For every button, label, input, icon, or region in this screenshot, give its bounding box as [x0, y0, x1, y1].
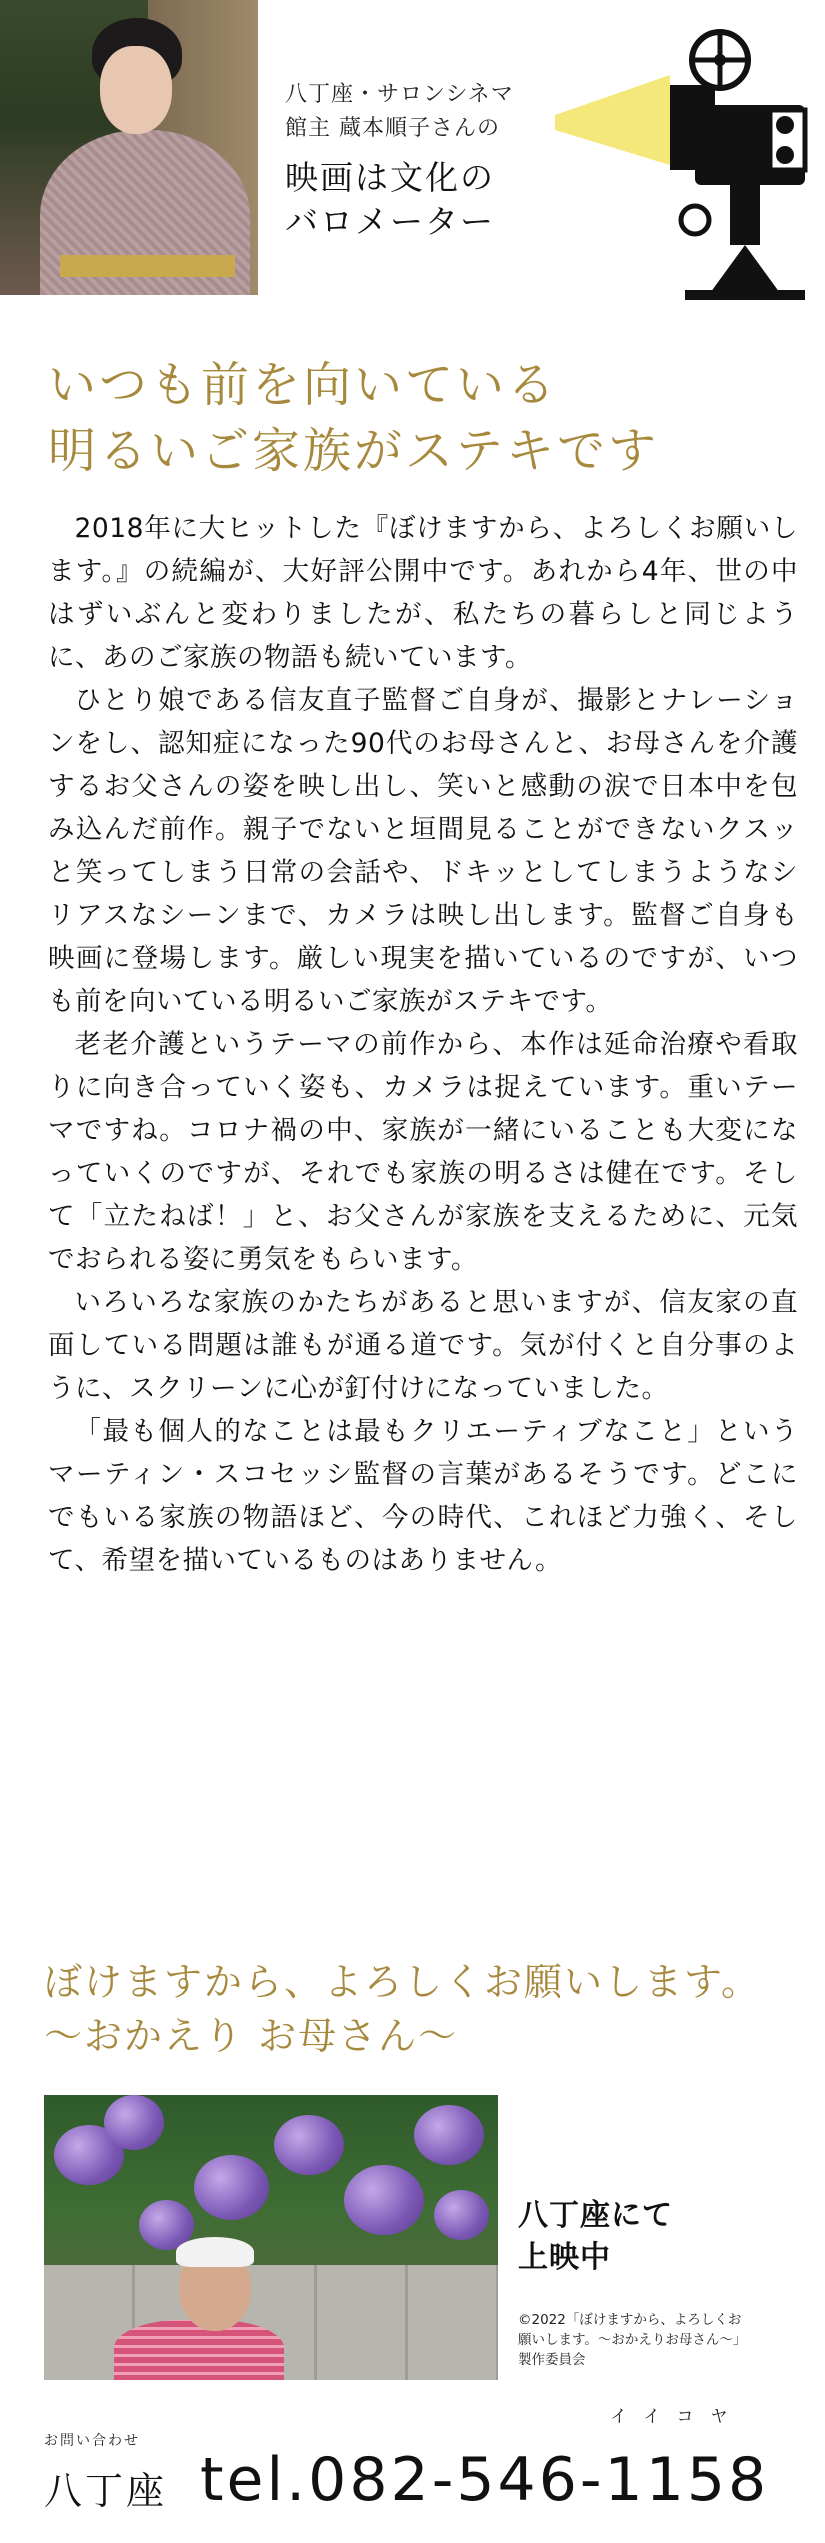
screening-notice: [518, 2195, 778, 2279]
column-title-line: 映画は文化の: [285, 158, 495, 197]
body-paragraph: 老老介護というテーマの前作から、本作は延命治療や看取りに向き合っていく姿も、カメラは捉えています。重いテーマですね。コロナ禍の中、家族が一緒にいることも大変になっていくのですが、それでも家族の明るさは健在です。そして「立たねば！」と、お父さんが家族を支えるために、元気でおられる姿に勇気をもらいます。: [48, 1029, 798, 1275]
tel-ruby: イイコヤ: [610, 2407, 745, 2427]
film-title-line: 〜おかえり お母さん〜: [44, 2014, 459, 2058]
headline: [48, 352, 788, 484]
copyright-line: ©2022「ぼけますから、よろしくお: [518, 2312, 742, 2328]
screening-line: 上映中: [518, 2240, 611, 2275]
intro-line: 館主 蔵本順子さんの: [285, 116, 500, 141]
copyright-line: 願いします。〜おかえりお母さん〜」: [518, 2332, 747, 2348]
copyright-notice: [518, 2310, 808, 2370]
intro-line: 八丁座・サロンシネマ: [285, 82, 514, 107]
article-body: [48, 507, 798, 1582]
contact-label: お問い合わせ: [44, 2433, 140, 2449]
copyright-line: 製作委員会: [518, 2352, 586, 2368]
body-paragraph: 「最も個人的なことは最もクリエーティブなこと」というマーティン・スコセッシ監督の言葉があるそうです。どこにでもいる家族の物語ほど、今の時代、これほど力強く、そして、希望を描いているものはありません。: [48, 1416, 798, 1576]
film-projector-icon: [555, 15, 825, 300]
theater-name: 八丁座: [44, 2469, 168, 2513]
phone-number[interactable]: tel.082-546-1158: [200, 2445, 770, 2515]
body-paragraph: ひとり娘である信友直子監督ご自身が、撮影とナレーションをし、認知症になった90代のお母さんと、お母さんを介護するお父さんの姿を映し出し、笑いと感動の涙で日本中を包み込んだ前作。親子でないと垣間見ることができないクスッと笑ってしまう日常の会話や、ドキッとしてしまうようなシリアスなシーンまで、カメラは映し出します。監督ご自身も映画に登場します。厳しい現実を描いているのですが、いつも前を向いている明るいご家族がステキです。: [48, 685, 798, 1017]
film-title-line: ぼけますから、よろしくお願いします。: [44, 1960, 761, 2004]
headline-line: いつも前を向いている: [48, 357, 559, 413]
headline-line: 明るいご家族がステキです: [48, 423, 660, 479]
film-title: [44, 1955, 804, 2063]
film-still-photo: [44, 2095, 498, 2380]
column-title-line: バロメーター: [285, 202, 495, 241]
body-paragraph: いろいろな家族のかたちがあると思いますが、信友家の直面している問題は誰もが通る道です。気が付くと自分事のように、スクリーンに心が釘付けになっていました。: [48, 1287, 798, 1404]
screening-line: 八丁座にて: [518, 2198, 673, 2233]
portrait-photo: [0, 0, 258, 295]
body-paragraph: 2018年に大ヒットした『ぼけますから、よろしくお願いします。』の続編が、大好評公開中です。あれから4年、世の中はずいぶんと変わりましたが、私たちの暮らしと同じように、あのご家族の物語も続いています。: [48, 513, 798, 673]
